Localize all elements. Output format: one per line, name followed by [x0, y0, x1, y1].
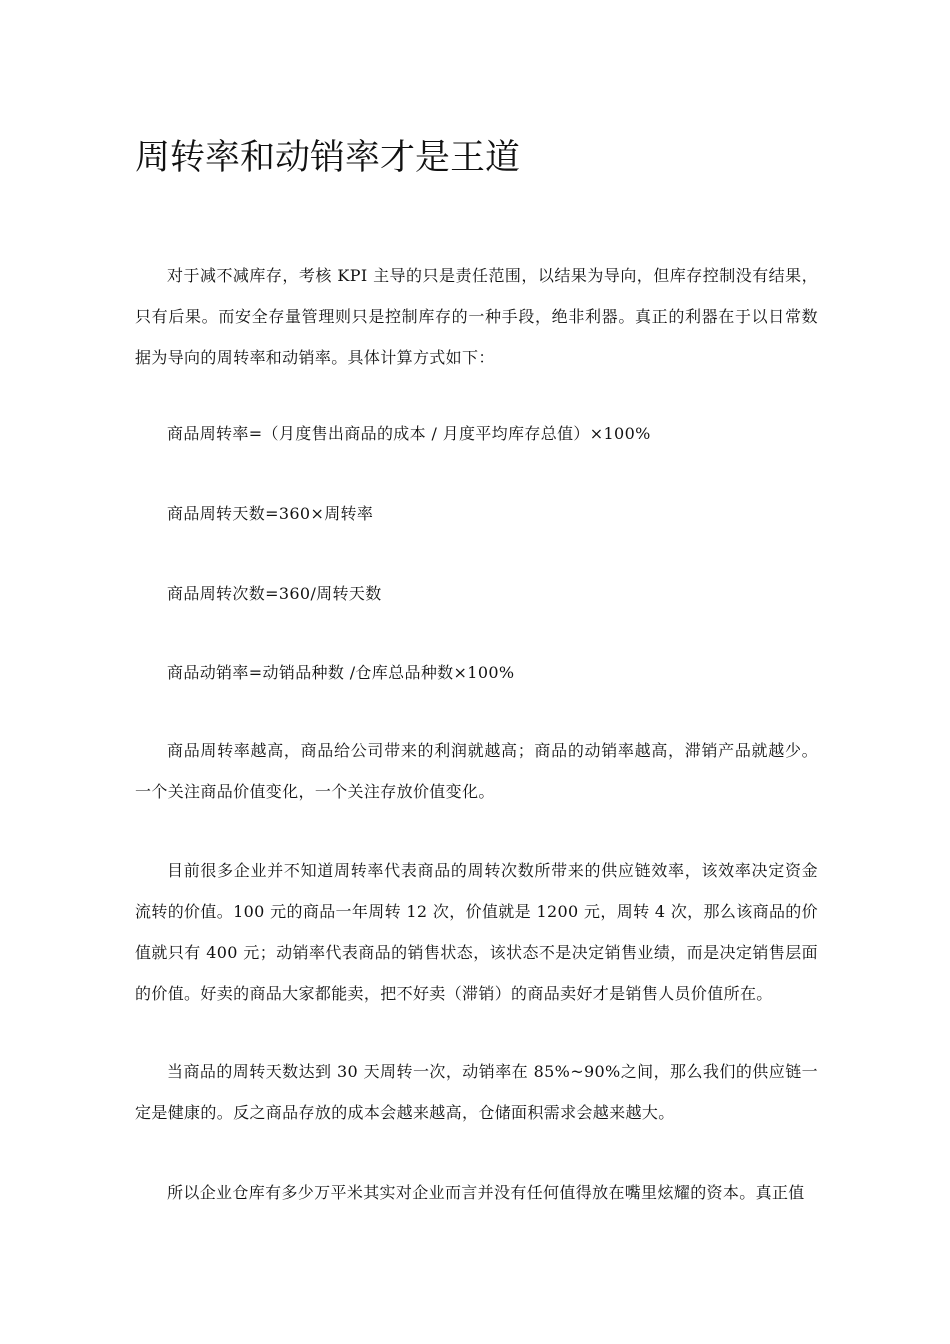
- intro-paragraph: 对于减不减库存，考核 KPI 主导的只是责任范围，以结果为导向，但库存控制没有结果，只有后果。而安全存量管理则只是控制库存的一种手段，绝非利器。真正的利器在于以日常数据为导向的周转率和动销率。具体计算方式如下：: [135, 266, 818, 367]
- document-title: 周转率和动销率才是王道: [135, 138, 521, 178]
- turnover-days-formula: 商品周转天数=360×周转率: [167, 504, 374, 523]
- turnover-rate-formula: 商品周转率=（月度售出商品的成本 / 月度平均库存总值）×100%: [167, 424, 651, 443]
- comparison-paragraph: 商品周转率越高，商品给公司带来的利润就越高；商品的动销率越高，滞销产品就越少。一个关注商品价值变化，一个关注存放价值变化。: [135, 741, 818, 801]
- turnover-count-formula: 商品周转次数=360/周转天数: [167, 584, 382, 603]
- efficiency-paragraph: 目前很多企业并不知道周转率代表商品的周转次数所带来的供应链效率，该效率决定资金流转的价值。100 元的商品一年周转 12 次，价值就是 1200 元，周转 4 次，那么该商品的价值就只有 400 元；动销率代表商品的销售状态，该状态不是决定销售业绩，而是决定销售层面的价值。好卖的商品大家都能卖，把不好卖（滞销）的商品卖好才是销售人员价值所在。: [135, 861, 818, 1003]
- closing-paragraph: 所以企业仓库有多少万平米其实对企业而言并没有任何值得放在嘴里炫耀的资本。真正值: [167, 1183, 805, 1202]
- healthy-supply-chain-paragraph: 当商品的周转天数达到 30 天周转一次，动销率在 85%~90%之间，那么我们的供应链一定是健康的。反之商品存放的成本会越来越高，仓储面积需求会越来越大。: [135, 1062, 818, 1122]
- sell-through-rate-formula: 商品动销率=动销品种数 /仓库总品种数×100%: [167, 663, 515, 682]
